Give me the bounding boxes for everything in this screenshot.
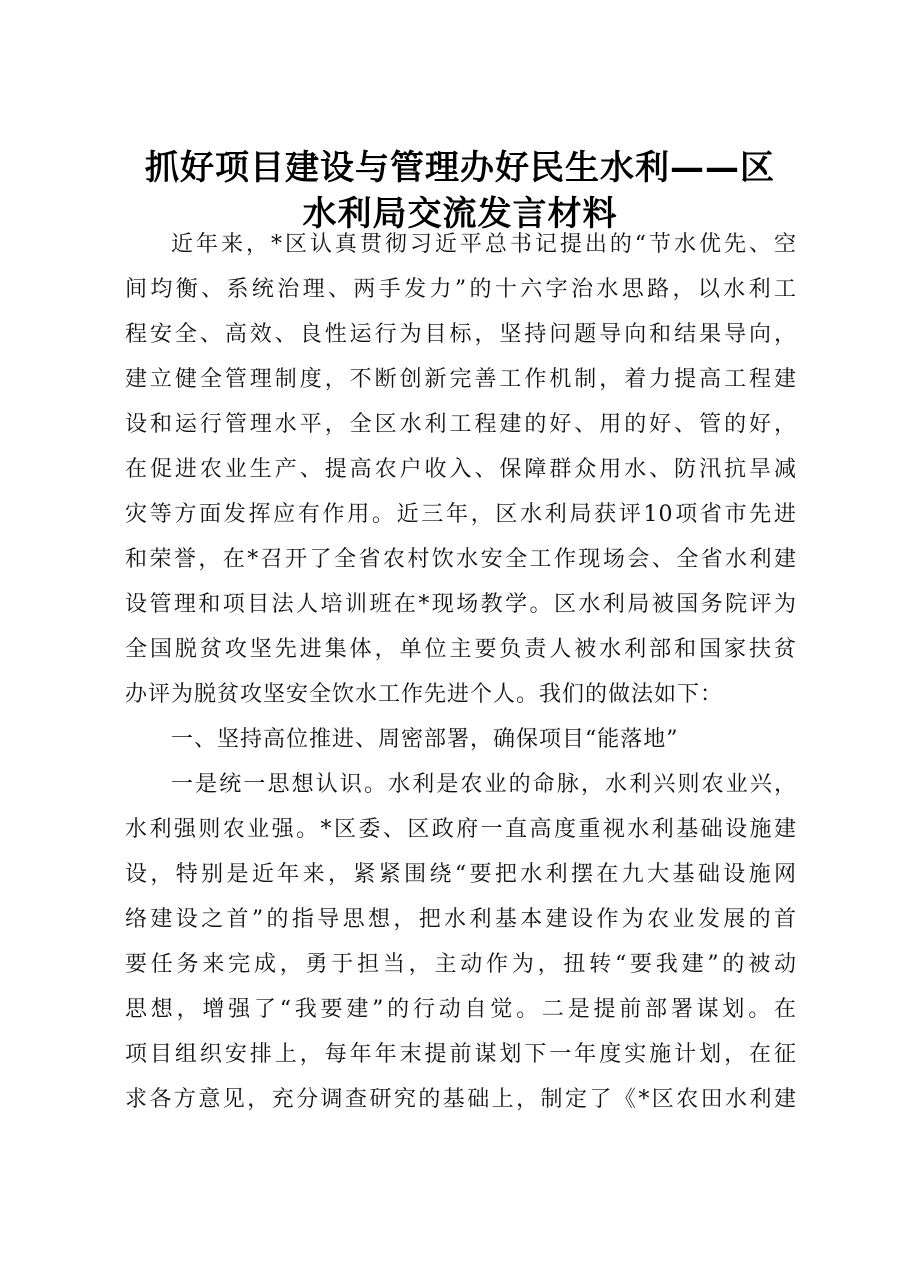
text-line: 络建设之首”的指导思想，把水利基本建设作为农业发展的首 [125,907,797,932]
text-line: 项目组织安排上，每年年末提前谋划下一年度实施计划，在征 [125,1042,797,1067]
text-line: 在促进农业生产、提高农户收入、保障群众用水、防汛抗旱减 [125,457,797,482]
text-line: 水利强则农业强。*区委、区政府一直高度重视水利基础设施建 [125,817,797,842]
text-line: 思想，增强了“我要建”的行动自觉。二是提前部署谋划。在 [125,997,797,1022]
text-line: 全国脱贫攻坚先进集体，单位主要负责人被水利部和国家扶贫 [125,637,797,662]
text-line: 和荣誉，在*召开了全省农村饮水安全工作现场会、全省水利建 [125,547,797,572]
text-line: 一是统一思想认识。水利是农业的命脉，水利兴则农业兴， [171,772,797,797]
text-line: 灾等方面发挥应有作用。近三年，区水利局获评10项省市先进 [125,502,797,527]
paragraph-section-1 [125,762,797,1122]
document-body [125,222,797,1122]
text-line: 近年来，*区认真贯彻习近平总书记提出的“节水优先、空 [171,232,797,257]
paragraph-intro [125,222,797,717]
text-line: 间均衡、系统治理、两手发力”的十六字治水思路，以水利工 [125,277,797,302]
text-line: 建立健全管理制度，不断创新完善工作机制，着力提高工程建 [125,367,797,392]
text-line: 设管理和项目法人培训班在*现场教学。区水利局被国务院评为 [125,592,797,617]
text-line: 程安全、高效、良性运行为目标，坚持问题导向和结果导向， [125,322,797,347]
section-heading-text: 一、坚持高位推进、周密部署，确保项目“能落地” [171,727,679,752]
section-heading-1 [125,717,797,762]
text-line: 求各方意见，充分调查研究的基础上，制定了《*区农田水利建 [125,1087,797,1112]
title-line-2: 水利局交流发言材料 [302,194,618,234]
text-line: 要任务来完成，勇于担当，主动作为，扭转“要我建”的被动 [125,952,797,977]
text-line: 办评为脱贫攻坚安全饮水工作先进个人。我们的做法如下： [125,682,724,707]
title-line-1: 抓好项目建设与管理办好民生水利——区 [145,148,775,188]
text-line: 设，特别是近年来，紧紧围绕“要把水利摆在九大基础设施网 [125,862,797,887]
text-line: 设和运行管理水平，全区水利工程建的好、用的好、管的好， [125,412,797,437]
